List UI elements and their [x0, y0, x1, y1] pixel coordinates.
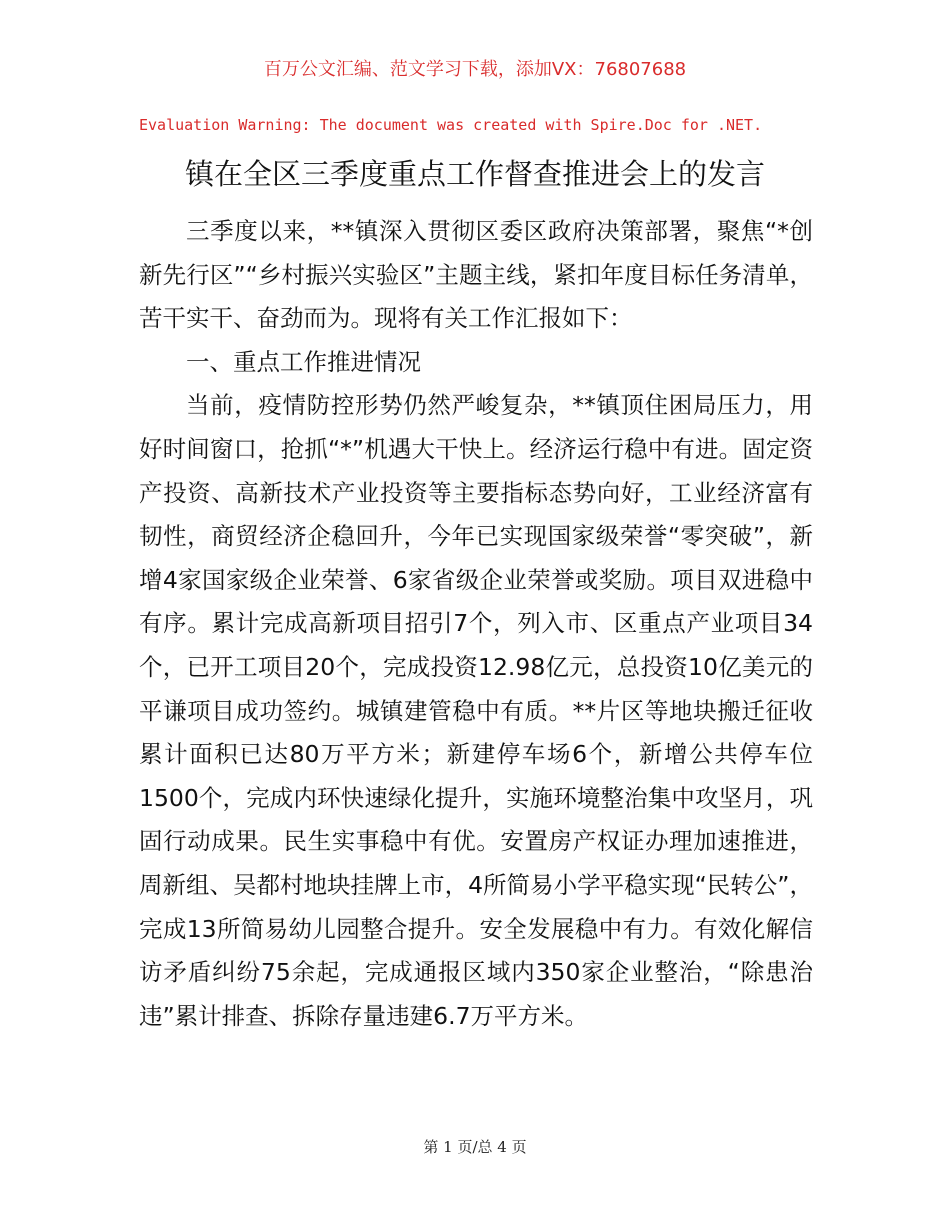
page-footer: 第 1 页/总 4 页 — [423, 1138, 527, 1156]
document-body — [139, 210, 813, 1038]
document-title: 镇在全区三季度重点工作督查推进会上的发言 — [184, 157, 765, 191]
intro-paragraph: 三季度以来，**镇深入贯彻区委区政府决策部署，聚焦“*创新先行区”“乡村振兴实验区”主题主线，紧扣年度目标任务清单，苦干实干、奋劲而为。现将有关工作汇报如下： — [139, 217, 813, 333]
header-banner: 百万公文汇编、范文学习下载，添加VX：76807688 — [263, 59, 687, 80]
section-heading: 一、重点工作推进情况 — [186, 347, 421, 376]
body-paragraph: 当前，疫情防控形势仍然严峻复杂，**镇顶住困局压力，用好时间窗口，抢抓“*”机遇大干快上。经济运行稳中有进。固定资产投资、高新技术产业投资等主要指标态势向好，工业经济富有韧性，商贸经济企稳回升，今年已实现国家级荣誉“零突破”，新增4家国家级企业荣誉、6家省级企业荣誉或奖励。项目双进稳中有序。累计完成高新项目招引7个，列入市、区重点产业项目34个，已开工项目20个，完成投资12.98亿元，总投资10亿美元的平谦项目成功签约。城镇建管稳中有质。**片区等地块搬迁征收累计面积已达80万平方米；新建停车场6个，新增公共停车位1500个，完成内环快速绿化提升，实施环境整治集中攻坚月，巩固行动成果。民生实事稳中有优。安置房产权证办理加速推进，周新组、吴都村地块挂牌上市，4所简易小学平稳实现“民转公”，完成13所简易幼儿园整合提升。安全发展稳中有力。有效化解信访矛盾纠纷75余起，完成通报区域内350家企业整治，“除患治违”累计排查、拆除存量违建6.7万平方米。 — [139, 391, 813, 1030]
evaluation-warning: Evaluation Warning: The document was created with Spire.Doc for .NET. — [139, 116, 763, 134]
